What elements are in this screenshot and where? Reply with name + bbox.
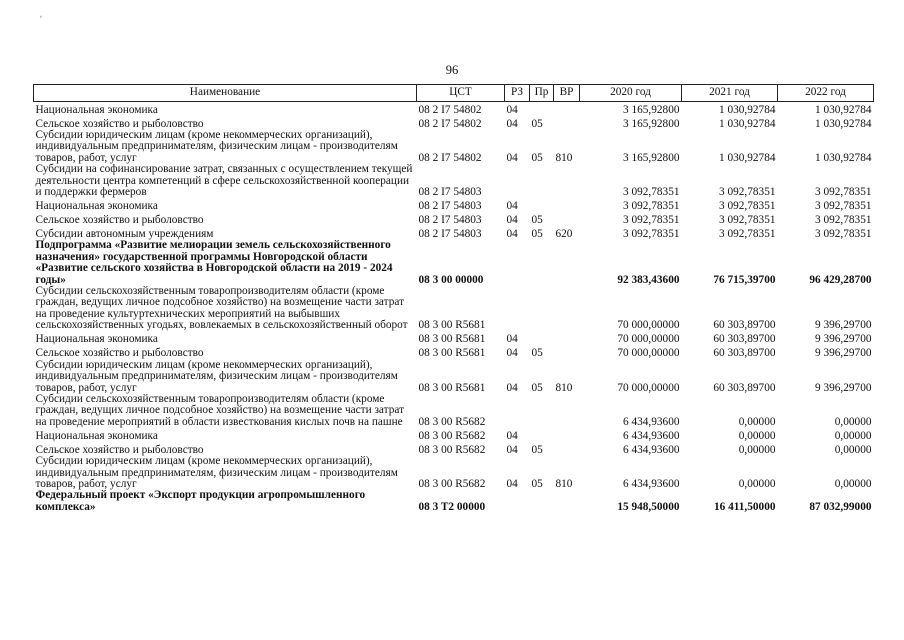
cell-2020: 70 000,00000: [617, 333, 680, 346]
cell-vr: [554, 116, 580, 130]
table-row: [34, 442, 874, 456]
cell-2020: 3 092,78351: [623, 200, 680, 213]
cell-2022: 3 092,78351: [815, 214, 872, 227]
cell-vr: [554, 442, 580, 456]
cell-name: Субсидии юридическим лицам (кроме некоммерческих организаций), индивидуальным предпринимателям, физическим лицам - производителям товаров, работ, услуг: [35, 129, 398, 164]
header-cst: ЦСТ: [417, 85, 505, 102]
cell-2020: 3 092,78351: [623, 214, 680, 227]
cell-2021: 0,00000: [738, 415, 776, 428]
cell-rz: [505, 164, 530, 198]
cell-name: Национальная экономика: [35, 103, 158, 116]
cell-2020: 3 092,78351: [623, 186, 680, 199]
table-row: [34, 286, 874, 332]
cell-2021: 60 303,89700: [713, 347, 776, 360]
table-row: [34, 198, 874, 212]
cell-cst: 08 2 I7 54802: [418, 151, 482, 164]
table-row: [34, 240, 874, 286]
cell-rz: 04: [506, 443, 518, 456]
cell-2020: 92 383,43600: [617, 273, 680, 286]
cell-name: Субсидии на софинансирование затрат, связанных с осуществлением текущей деятельности центра компетенций в сфере сельскохозяйственной кооперации и поддержки фермеров: [35, 163, 413, 199]
cell-pr: 05: [531, 228, 543, 241]
cell-vr: [554, 164, 580, 198]
cell-rz: 04: [506, 333, 518, 346]
cell-2021: 0,00000: [738, 429, 776, 442]
table-row: [34, 490, 874, 513]
table-row: [34, 226, 874, 240]
cell-rz: 04: [506, 200, 518, 213]
cell-name: Сельское хозяйство и рыболовство: [35, 443, 204, 456]
cell-cst: 08 2 I7 54803: [418, 200, 482, 213]
cell-name: Сельское хозяйство и рыболовство: [35, 347, 204, 360]
cell-rz: 04: [506, 228, 518, 241]
cell-2021: 60 303,89700: [713, 319, 776, 332]
cell-2021: 1 030,92784: [719, 117, 776, 130]
cell-pr: [530, 394, 554, 428]
cell-2020: 15 948,50000: [617, 500, 680, 513]
cell-pr: [530, 286, 554, 332]
cell-cst: 08 3 00 R5681: [418, 333, 486, 346]
cell-2020: 6 434,93600: [623, 477, 680, 490]
cell-2021: 60 303,89700: [713, 381, 776, 394]
table-row: [34, 116, 874, 130]
cell-pr: [530, 428, 554, 442]
cell-rz: 04: [506, 477, 518, 490]
cell-vr: [554, 428, 580, 442]
cell-2022: 0,00000: [834, 415, 872, 428]
cell-name: Субсидии сельскохозяйственным товаропроизводителям области (кроме граждан, ведущих личное подсобное хозяйство) на возмещение части затрат на проведение мероприятий в области известкования кислых почв на пашне: [35, 392, 405, 428]
cell-pr: [530, 102, 554, 117]
cell-2022: 96 429,28700: [809, 273, 872, 286]
cell-2020: 6 434,93600: [623, 429, 680, 442]
cell-vr: [554, 212, 580, 226]
cell-cst: 08 2 I7 54803: [418, 228, 482, 241]
cell-pr: [530, 164, 554, 198]
header-2021: 2021 год: [682, 85, 778, 102]
cell-name: Субсидии юридическим лицам (кроме некоммерческих организаций), индивидуальным предпринимателям, физическим лицам - производителям товаров, работ, услуг: [35, 358, 398, 394]
cell-cst: 08 3 00 00000: [418, 273, 484, 286]
cell-2022: 3 092,78351: [815, 186, 872, 199]
cell-vr: [554, 346, 580, 360]
cell-pr: [530, 490, 554, 513]
cell-2021: 76 715,39700: [713, 273, 776, 286]
table-body: [34, 102, 874, 514]
table-header-row: [34, 85, 874, 102]
cell-vr: [554, 240, 580, 286]
cell-2021: 1 030,92784: [719, 151, 776, 164]
cell-cst: 08 3 00 R5681: [418, 319, 486, 332]
cell-rz: 04: [506, 117, 518, 130]
table-row: [34, 360, 874, 394]
cell-vr: [554, 490, 580, 513]
cell-vr: [554, 102, 580, 117]
cell-pr: [530, 240, 554, 286]
budget-table: [33, 84, 874, 513]
cell-name: Национальная экономика: [35, 200, 158, 213]
header-2022: 2022 год: [778, 85, 874, 102]
cell-2021: 3 092,78351: [719, 228, 776, 241]
cell-rz: [505, 240, 530, 286]
table-row: [34, 164, 874, 198]
cell-cst: 08 3 00 R5681: [418, 347, 486, 360]
table-row: [34, 346, 874, 360]
cell-vr: 810: [555, 151, 573, 164]
cell-name: Субсидии сельскохозяйственным товаропроизводителям области (кроме граждан, ведущих личное подсобное хозяйство) на возмещение части затрат на проведение культуртехнических мероприятий на выбывших сельскохозяйственных угодьях, вовлекаемых в сельскохозяйственный оборот: [35, 285, 408, 332]
cell-2020: 6 434,93600: [623, 443, 680, 456]
cell-vr: 620: [555, 228, 573, 241]
cell-name: Субсидии юридическим лицам (кроме некоммерческих организаций), индивидуальным предпринимателям, физическим лицам - производителям товаров, работ, услуг: [35, 455, 398, 490]
cell-2022: 0,00000: [834, 443, 872, 456]
cell-vr: [554, 286, 580, 332]
cell-name: Национальная экономика: [35, 333, 158, 346]
cell-cst: 08 2 I7 54803: [418, 186, 482, 199]
cell-2021: 3 092,78351: [719, 214, 776, 227]
table-row: [34, 428, 874, 442]
cell-2022: 87 032,99000: [809, 500, 872, 513]
cell-name: Сельское хозяйство и рыболовство: [35, 117, 204, 130]
cell-vr: 810: [555, 477, 573, 490]
cell-cst: 08 3 00 R5682: [418, 415, 486, 428]
cell-name: Подпрограмма «Развитие мелиорации земель сельскохозяйственного назначения» государственной программы Новгородской области «Развитие сельского хозяйства в Новгородской области на 2019 - 2024 годы»: [35, 239, 393, 286]
table-row: [34, 102, 874, 117]
cell-2022: 9 396,29700: [815, 319, 872, 332]
cell-2020: 3 092,78351: [623, 228, 680, 241]
cell-pr: 05: [531, 117, 543, 130]
cell-2022: 1 030,92784: [815, 117, 872, 130]
cell-2020: 70 000,00000: [617, 319, 680, 332]
cell-cst: 08 2 I7 54802: [418, 117, 482, 130]
cell-cst: 08 3 00 R5681: [418, 381, 486, 394]
table-row: [34, 130, 874, 164]
cell-2021: 0,00000: [738, 477, 776, 490]
cell-cst: 08 3 00 R5682: [418, 477, 486, 490]
cell-rz: [505, 394, 530, 428]
cell-cst: 08 3 T2 00000: [418, 500, 486, 513]
header-2020: 2020 год: [580, 85, 682, 102]
table-row: [34, 212, 874, 226]
cell-2020: 70 000,00000: [617, 381, 680, 394]
cell-2020: 6 434,93600: [623, 415, 680, 428]
table-row: [34, 394, 874, 428]
cell-rz: [505, 286, 530, 332]
cell-2021: 3 092,78351: [719, 200, 776, 213]
header-pr: Пр: [530, 85, 554, 102]
cell-2022: 1 030,92784: [815, 151, 872, 164]
cell-rz: 04: [506, 381, 518, 394]
header-name: Наименование: [34, 85, 417, 102]
cell-2022: 9 396,29700: [815, 333, 872, 346]
table-row: [34, 332, 874, 346]
cell-pr: 05: [531, 443, 543, 456]
cell-2021: 1 030,92784: [719, 103, 776, 116]
cell-2021: 3 092,78351: [719, 186, 776, 199]
cell-pr: 05: [531, 214, 543, 227]
cell-2022: 3 092,78351: [815, 200, 872, 213]
cell-2020: 70 000,00000: [617, 347, 680, 360]
cell-rz: 04: [506, 429, 518, 442]
cell-rz: 04: [506, 347, 518, 360]
cell-rz: [505, 490, 530, 513]
cell-pr: [530, 198, 554, 212]
cell-cst: 08 3 00 R5682: [418, 443, 486, 456]
cell-pr: 05: [531, 151, 543, 164]
cell-name: Сельское хозяйство и рыболовство: [35, 214, 204, 227]
cell-cst: 08 3 00 R5682: [418, 429, 486, 442]
cell-2022: 0,00000: [834, 429, 872, 442]
cell-2022: 0,00000: [834, 477, 872, 490]
header-vr: ВР: [554, 85, 580, 102]
cell-cst: 08 2 I7 54803: [418, 214, 482, 227]
cell-rz: 04: [506, 151, 518, 164]
cell-vr: [554, 198, 580, 212]
cell-2020: 3 165,92800: [623, 151, 680, 164]
table-row: [34, 456, 874, 490]
cell-name: Федеральный проект «Экспорт продукции агропромышленного комплекса»: [35, 489, 366, 513]
cell-2021: 60 303,89700: [713, 333, 776, 346]
cell-2021: 16 411,50000: [713, 500, 776, 513]
cell-2022: 3 092,78351: [815, 228, 872, 241]
cell-pr: 05: [531, 477, 543, 490]
cell-vr: [554, 394, 580, 428]
cell-2022: 9 396,29700: [815, 381, 872, 394]
cell-pr: 05: [531, 381, 543, 394]
cell-2022: 9 396,29700: [815, 347, 872, 360]
cell-vr: [554, 332, 580, 346]
cell-pr: [530, 332, 554, 346]
header-rz: РЗ: [505, 85, 530, 102]
cell-2021: 0,00000: [738, 443, 776, 456]
cell-2022: 1 030,92784: [815, 103, 872, 116]
cell-2020: 3 165,92800: [623, 117, 680, 130]
cell-name: Национальная экономика: [35, 429, 158, 442]
cell-rz: 04: [506, 103, 518, 116]
cell-name: Субсидии автономным учреждениям: [35, 228, 214, 241]
cell-vr: 810: [555, 381, 573, 394]
page-number: 96: [445, 63, 459, 77]
cell-2020: 3 165,92800: [623, 103, 680, 116]
cell-pr: 05: [531, 347, 543, 360]
scan-corner-mark: ʹ: [40, 14, 42, 24]
cell-rz: 04: [506, 214, 518, 227]
cell-cst: 08 2 I7 54802: [418, 103, 482, 116]
